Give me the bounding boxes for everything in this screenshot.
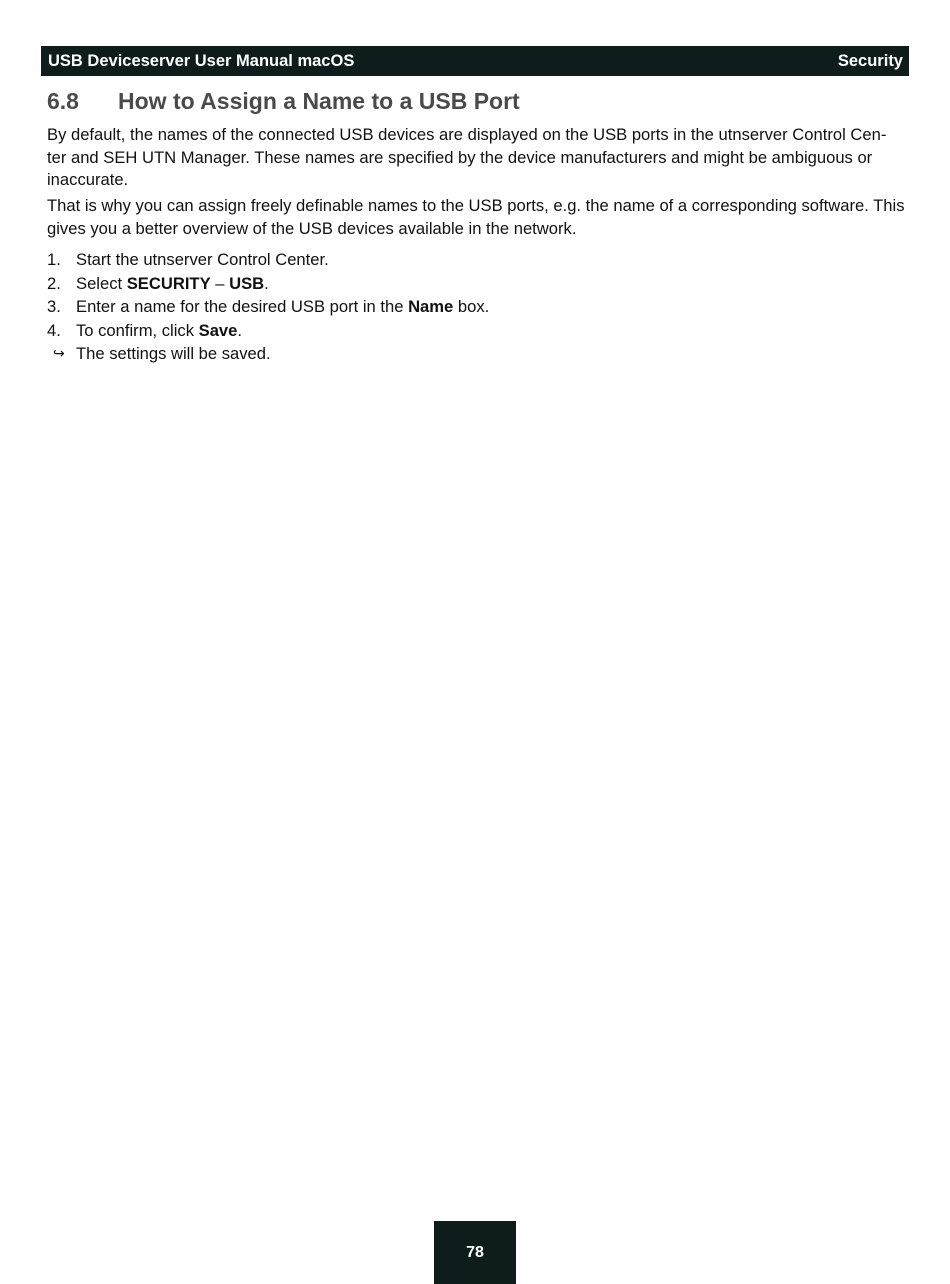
step-item — [47, 295, 905, 319]
save-button-label: Save — [198, 320, 238, 340]
page-number-box — [434, 1221, 516, 1284]
result-item — [47, 342, 905, 366]
intro-paragraph: By default, the names of the connected USB devices are displayed on the USB ports in the utnserver Control Cen-ter and SEH UTN Manager. These names are specified by the device manufacturers and might be ambiguous or inaccurate. — [47, 125, 887, 189]
step-text-before: Select — [76, 273, 127, 293]
section-title: How to Assign a Name to a USB Port — [118, 88, 520, 114]
step-text — [76, 272, 269, 296]
chapter-name: Security — [837, 51, 903, 70]
step-number: 1. — [47, 250, 61, 269]
step-text-after: . — [264, 273, 269, 293]
step-number: 4. — [47, 320, 61, 340]
step-number: 2. — [47, 273, 61, 293]
step-item — [47, 272, 905, 296]
step-text: Start the utnserver Control Center. — [76, 250, 329, 269]
name-field-label: Name — [408, 297, 454, 316]
page-number: 78 — [466, 1243, 484, 1261]
step-text — [76, 319, 242, 343]
section-number: 6.8 — [47, 88, 79, 114]
step-text-after: box. — [453, 297, 490, 316]
section-heading — [47, 88, 520, 115]
step-number: 3. — [47, 297, 61, 316]
step-text-before: To confirm, click — [76, 320, 199, 340]
result-text: The settings will be saved. — [76, 344, 271, 363]
instruction-steps — [47, 248, 905, 366]
step-text-separator: – — [210, 273, 230, 293]
menu-usb-label: USB — [229, 273, 265, 293]
result-arrow-icon: ↪ — [53, 345, 65, 361]
manual-title: USB Deviceserver User Manual macOS — [48, 51, 355, 70]
running-header — [41, 46, 909, 76]
menu-security-label: SECURITY — [126, 273, 211, 293]
step-text — [76, 295, 489, 319]
step-text-after: . — [237, 320, 243, 340]
step-text-before: Enter a name for the desired USB port in the — [76, 297, 409, 316]
step-item — [47, 248, 905, 272]
step-item — [47, 319, 905, 343]
explanation-paragraph: That is why you can assign freely definable names to the USB ports, e.g. the name of a corresponding software. This gives you a better overview of the USB devices available in the network. — [47, 196, 905, 238]
